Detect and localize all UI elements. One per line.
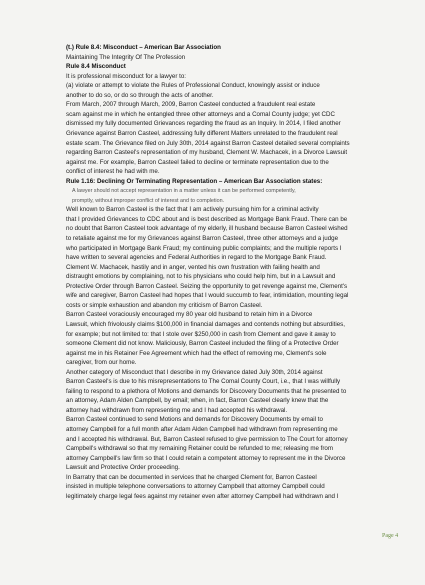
document-line: Clement W. Machacek, hastily and in anger, vented his own frustration with failing health and (66, 263, 320, 271)
document-line: against me in his Retainer Fee Agreement which had the effect of removing me, Clement's sole (66, 349, 327, 357)
document-line: have written to several agencies and Federal Authorities in regard to the Mortgage Bank Fraud. (66, 254, 327, 262)
document-line: A lawyer should not accept representation in a matter unless it can be performed competently, (72, 188, 296, 195)
document-line: Well known to Barron Casteel is the fact that I am actively pursuing him for a criminal activity (66, 206, 319, 214)
document-line: Barron Casteel's is due to his misrepresentations to The Comal County Court, i.e., that I was willfully (66, 378, 341, 386)
document-line: no doubt that Barron Casteel took advantage of my elderly, ill husband because Barron Casteel wished (66, 225, 348, 233)
document-line: who participated in Mortgage Bank Fraud; my continuing public complaints; and the multiple reports I (66, 244, 342, 252)
document-line: Lawsuit, which frivolously claims $100,000 in financial damages and contends nothing but absurdities, (66, 320, 345, 328)
document-line: (a) violate or attempt to violate the Rules of Professional Conduct, knowingly assist or induce (66, 82, 320, 90)
document-line: legitimately charge legal fees against my retainer even after attorney Campbell had withdrawn and I (66, 492, 339, 500)
document-line: Another category of Misconduct that I describe in my Grievance dated July 30th, 2014 against (66, 368, 323, 376)
document-line: against me. For example, Barron Casteel failed to decline or terminate representation due to the (66, 158, 329, 166)
document-line: Rule 8.4 Misconduct (66, 63, 126, 71)
document-line: costs or simple exhaustion and abandon my criticism of Barron Casteel. (66, 301, 263, 309)
document-line: Maintaining The Integrity Of The Profession (66, 53, 186, 61)
document-line: conflict of interest he had with me. (66, 168, 160, 176)
document-line: distraught emotions by complaining, not to his physicians who could help him, but in a Lawsuit and (66, 273, 336, 281)
document-line: Protective Order through Barron Casteel. Seizing the opportunity to get revenge against me, Clement's (66, 282, 348, 290)
document-line: insisted in multiple telephone conversations to attorney Campbell that attorney Campbell could (66, 483, 325, 491)
document-line: for example; but not limited to: that I stole over $250,000 in cash from Clement and gave it away to (66, 330, 336, 338)
document-line: promptly, without improper conflict of interest and to completion. (72, 197, 225, 204)
document-line: Barron Casteel continued to send Motions and demands for Discovery Documents by email to (66, 416, 323, 424)
document-line: (t.) Rule 8.4: Misconduct – American Bar Association (66, 44, 221, 51)
document-line: Rule 1.16: Declining Or Terminating Representation – American Bar Association states: (66, 177, 323, 185)
document-line: attorney Campbell for a full month after Adam Alden Campbell had withdrawn from representing me (66, 426, 338, 433)
document-line: that I provided Grievances to CDC about and is best described as Mortgage Bank Fraud. There can be (66, 215, 348, 223)
page-number: Page 4 (382, 533, 399, 539)
document-line: and I accepted his withdrawal. But, Barron Casteel refused to give permission to The Court for attorney (66, 435, 348, 443)
document-line: failing to respond to a plethora of Motions and demands for Discovery Documents that he presented to (66, 387, 347, 395)
document-line: attorney had withdrawn from representing me and I had accepted his withdrawal. (66, 406, 288, 414)
document-line: estate scam. The Grievance filed on July 30th, 2014 against Barron Casteel detailed several complaints (66, 139, 350, 147)
document-line: Campbell's withdrawal so that my remaining Retainer could be refunded to me; releasing me from (66, 445, 334, 453)
document-line: caregiver, from our home. (66, 359, 137, 367)
document-line: Grievance against Barron Casteel, addressing fully different Matters unrelated to the fraudulent real (66, 129, 338, 137)
document-line: to retaliate against me for my Grievances against Barron Casteel, three other attorneys and a judge (66, 235, 339, 242)
document-line: another to do so, or do so through the acts of another. (66, 91, 214, 99)
document-line: dismissed my fully documented Grievances regarding the fraud as an Inquiry. In 2014, I filed another (66, 120, 341, 128)
document-line: regarding Barron Casteel's representation of my husband, Clement W. Machacek, in a Divorce Lawsuit (66, 149, 348, 157)
document-line: wife and caregiver, Barron Casteel had hopes that I would succumb to fear, intimidation, mounting legal (66, 292, 349, 300)
document-line: an attorney, Adam Alden Campbell, by email; when, in fact, Barron Casteel clearly knew that the (66, 397, 329, 405)
document-line: In Barratry that can be documented in services that he charged Clement for, Barron Casteel (66, 473, 317, 481)
document-line: Lawsuit and Protective Order proceeding. (66, 464, 180, 472)
document-line: Barron Casteel voraciously encouraged my 80 year old husband to retain him in a Divorce (66, 311, 313, 319)
document-line: It is professional misconduct for a lawyer to: (66, 72, 187, 80)
document-line: From March, 2007 through March, 2009, Barron Casteel conducted a fraudulent real estate (66, 101, 316, 109)
document-line: scam against me in which he entangled three other attorneys and a Comal County judge; yet CDC (66, 110, 335, 118)
document-line: attorney Campbell's law firm so that I could retain a competent attorney to represent me in the Divorce (66, 454, 346, 462)
document-line: someone Clement did not know. Maliciously, Barron Casteel included the filing of a Protective Order (66, 340, 339, 348)
